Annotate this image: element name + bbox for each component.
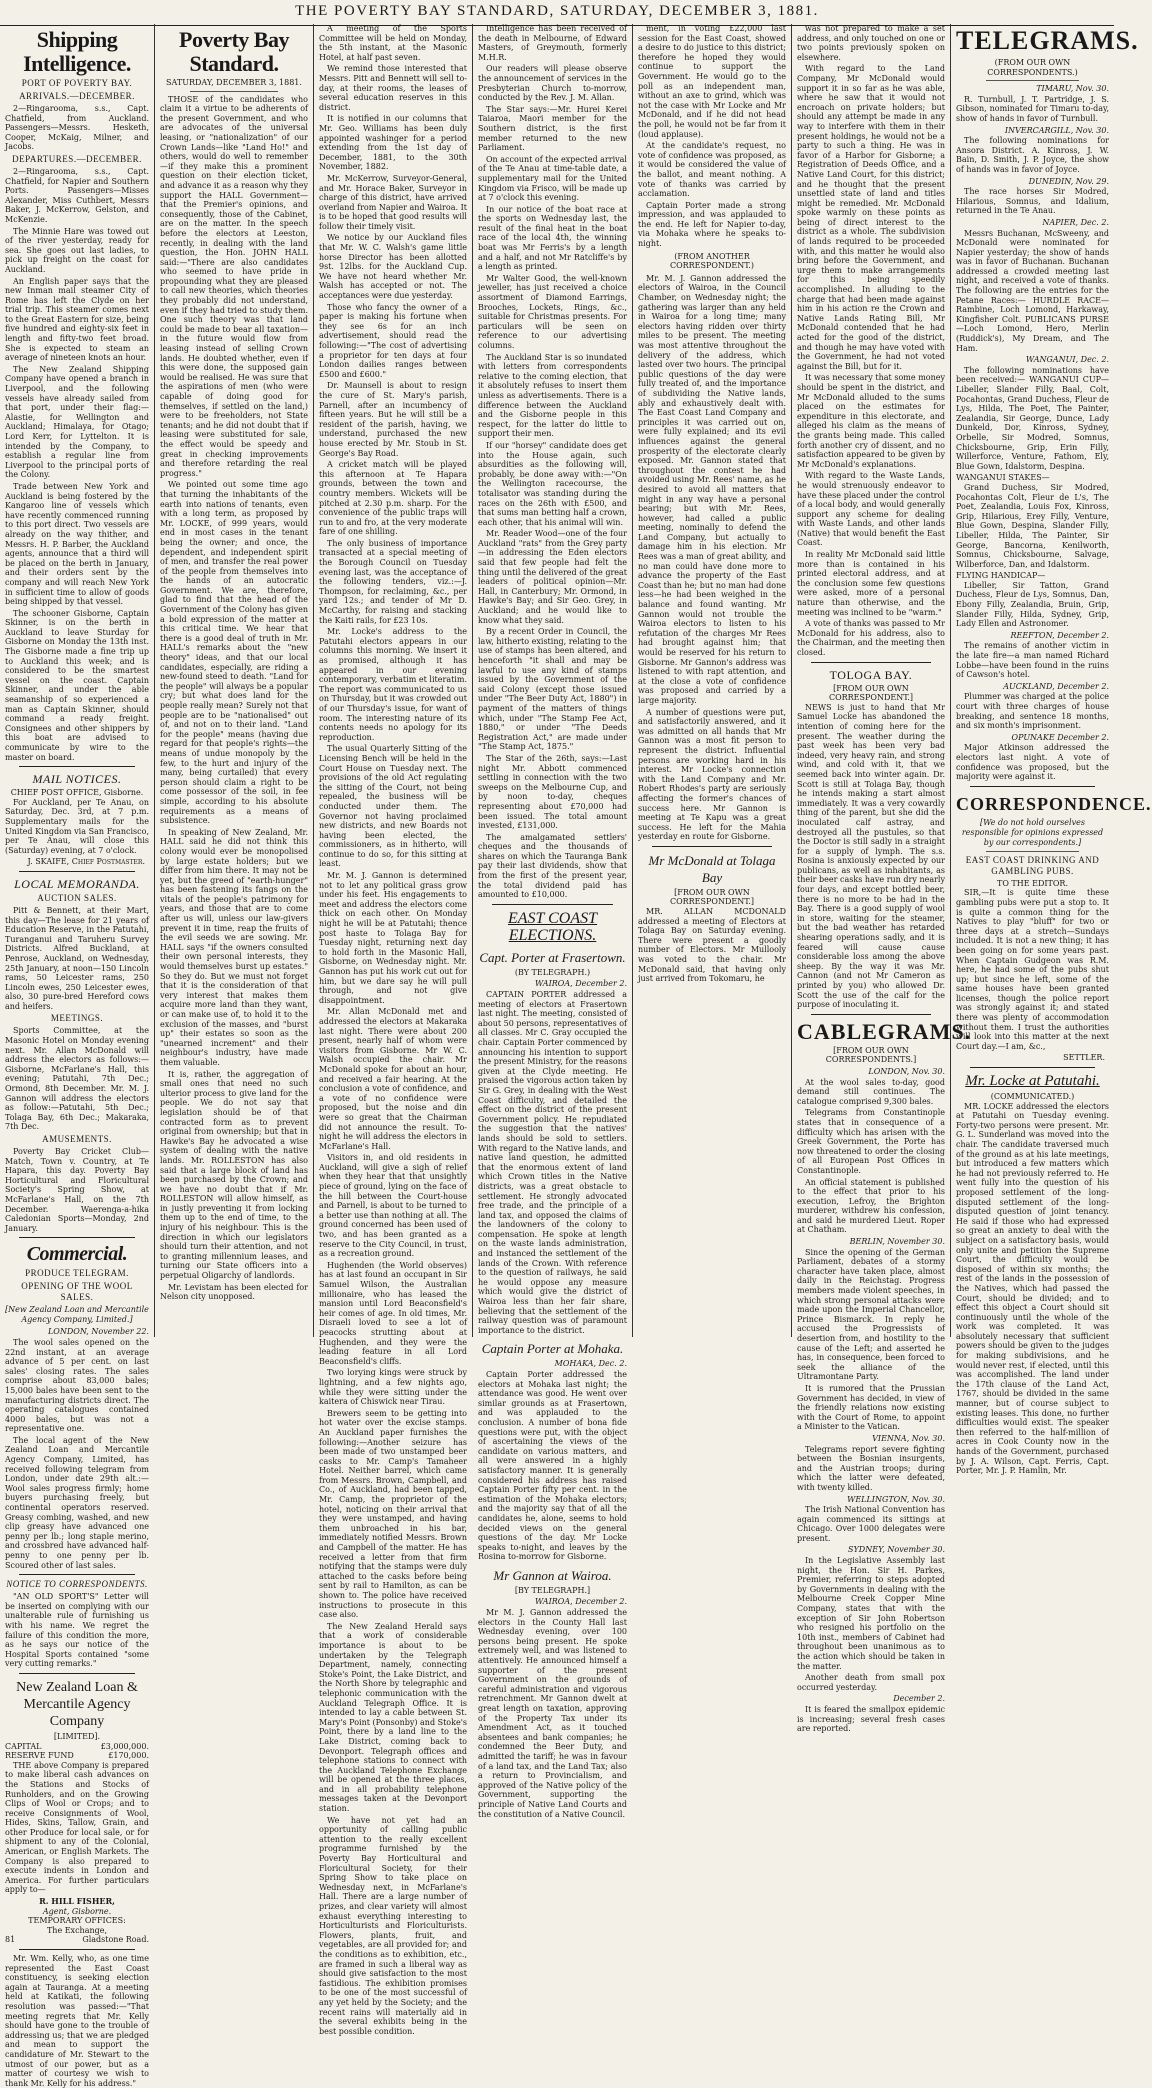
local-memoranda-title: LOCAL MEMORANDA. [14, 876, 140, 891]
cable-item: Telegrams report severe fighting between the Bosnian insurgents, and the Austrian troops; during which the latter were defeated, with twenty killed. [797, 1444, 945, 1492]
news-paragraph: In our notice of the boat race at the sports on Wednesday last, the result of the final heat in the boat race of the local 4th, the winning boat was Mr Ferris's by a length and a half, and not Mr Ratcliffe's by a length as printed. [478, 204, 627, 272]
locke-patutahi-title: Mr. Locke at Patutahi. [965, 1073, 1100, 1090]
news-paragraph: Mr Walter Good, the well-known jeweller, has just received a choice assortment of Diamond Earrings, Brooches, Lockets, Rings, &c., suitable for Christmas presents. For particulars will be seen on reference to our advertising columns. [478, 273, 627, 350]
by-telegraph: (BY TELEGRAPH.) [514, 967, 591, 977]
departures-title: DEPARTURES.—DECEMBER. [12, 153, 142, 164]
news-paragraph: ment, in voting £22,000 last session for the East Coast, showed a desire to do justice to this district; therefore he hoped they would continue to support the Government. He would go to the poll as an independent man, without an axe to grind, which was not the case with Mr Locke and Mr McDonald, and if he did not head the poll, he would not be far from it (loud applause). [638, 24, 786, 139]
news-paragraph: The only business of importance transacted at a special meeting of the Borough Council on Tuesday evening last, was the acceptance of the following tenders, viz.:—J. Thompson, for reclaiming, &c., per yard 12s.; and tender of Mr D. McCarthy, for raising and stacking the Kaiti rails, for £23 10s. [319, 538, 467, 625]
news-paragraph: Mr. Locke's address to the Patutahi electors appears in our columns this morning. We insert it as promised, although it has appeared in our evening contemporary, verbatim et literatim. The report was communicated to us on Thursday, but it was crowded out of our Thursday's issue, for want of room. The interesting nature of its contents needs no apology for its reproduction. [319, 627, 467, 742]
nzloan-limited: [LIMITED]. [53, 1731, 101, 1741]
arrivals-title: ARRIVALS.—DECEMBER. [19, 91, 135, 101]
reserve-label: RESERVE FUND [5, 1751, 74, 1761]
correspondence-note: [We do not hold ourselves responsible for opinions expressed by our correspondents.] [961, 817, 1104, 847]
news-paragraph: Visitors in, and old residents in Auckland, will give a sigh of relief when they hear that that unsightly piece of ground, lying on the face of the hill between the Court-house and Parnell, is about to be turned to a better use than nothing at all. The ground concerned has been used of two, and has been granted as a reserve to the City Council, in trust, as a recreation ground. [319, 1153, 467, 1259]
amusements-title: AMUSEMENTS. [42, 1134, 112, 1144]
cable-item: In the Legislative Assembly last night, the Hon. Sir H. Parkes, Premier, referring to steps adopted by Governments in dealing with the Melbourne Creek Copper Mine Company, states that with the exception of Sir John Robertson who resigned his portfolio on the 10th inst., members of Cabinet had throughout been unanimous as to the action which should be taken in the matter. [797, 1556, 945, 1671]
news-paragraph: The Star says:—Mr. Hurei Kerei Taiaroa, Maori member for the Southern district, is the first member returned to the new Parliament. [478, 104, 627, 153]
mail-office: CHIEF POST OFFICE, Gisborne. [10, 788, 144, 798]
meetings-title: MEETINGS. [50, 1013, 104, 1024]
news-paragraph: By a recent Order in Council, the law, hitherto existing, relating to the use of stamps has been altered, and henceforth "it shall and may be lawful to use any kind of stamps issued by the Government of the said Colony (except those issued under "The Beer Duty Act, 1880") in payment of the matters of things which, under "The Stamp Fee Act, 1880," or under "The Deeds Registration Act," are made under "The Stamp Act, 1875." [478, 627, 627, 752]
telegrams-title: TELEGRAMS. [956, 26, 1139, 55]
news-paragraph: At the candidate's request, no vote of confidence was proposed, as it would be considered the value of the ballot, and meant nothing. A vote of thanks was carried by acclamation. [638, 141, 786, 199]
column-1 [0, 24, 154, 2088]
departures-text: 2—Ringarooma, s.s., Capt. Chatfield, for Napier and Southern Ports. Passengers—Misses Alexander, Miss Cuthbert, Messrs Baker, J. McKerrow, Gelston, and McKenzie. [5, 166, 149, 224]
wool-sales-title: OPENING OF THE WOOL SALES. [21, 1281, 133, 1303]
reserve-value: £170,000. [108, 1751, 149, 1761]
letter-title: EAST COAST DRINKING AND GAMBLING PUBS. [965, 854, 1100, 876]
cable-dateline: December 2. [893, 1694, 945, 1704]
divider [190, 91, 278, 92]
from-own-correspondents: [FROM OUR OWN CORRESPONDENTS.] [825, 1045, 917, 1065]
telegram-place: REEFTON, December 2. [1010, 630, 1109, 640]
auction-text: Pitt & Bennett, at their Mart, this day—The lease for 21 years of Education Reserve, in the Patutahi, Turanganui and Taruheru Survey Districts. Alfred Buckland, at Penrose, Auckland, on Wednesday, 25th January, at noon—150 Lincoln rams, 50 Leicester rams, 250 Lincoln ewes, 250 Leicester ewes, also, 30 pure-bred Hereford cows and heifers. [5, 905, 149, 1011]
capital-value: £3,000,000. [100, 1741, 149, 1751]
divider [652, 846, 772, 847]
tologa-text: NEWS is just to hand that Mr Samuel Locke has abandoned the intention of coming here for the present. The weather during the past week has been very bad indeed, very heavy rain, and strong wind, and cold with it, that we seemed back into winter again. Dr. Scott is still at Tolaga Bay, though he intends making a start almost immediately. It was a very cowardly thing of the parent, but she did the inoculated calf astray, and destroyed all the pustules, so that the Doctor is still sadly in a straight for a supply of lymph. The s.s. Rosina is anxiously expected by our publicans, as well as inhabitants, as their beer casks have run dry nearly four days, and except bottled beer, there is no more to be had in the Bay. There is a good supply of wool in store, waiting for the steamer, but the bad weather has retarded shearing operations sadly, and it is feared will cause cause considerable loss among the above sheep. By the way it was Mr. Cannon (and not Mr Cameron as printed by you) who allowed Dr. Scott the use of the calf for the purpose of inoculating it. [797, 702, 945, 1010]
divider [986, 851, 1079, 852]
divider [19, 766, 135, 767]
letter-text: SIR,—It is quite time these gambling pubs were put a stop to. It is quite a common thing for the Natives to play "bluff" for two or three days at a stretch—Sundays included. It is not a new thing; it has been going on for some years past. When Captain Gudgeon was R.M. here, he had some of the pubs shut up; but since he left, some of the same houses have been granted licenses, though the police report was strongly against it; and stated there was plenty of accommodation without them. I trust the authorities will look into this matter at the next Court day.—I am, &c., [956, 888, 1109, 1051]
editorial-paragraph: Mr. Levistam has been elected for Nelson city unopposed. [160, 1282, 308, 1302]
correspondence-title: CORRESPONDENCE. [956, 793, 1152, 814]
gladstone-road: Gladstone Road. [82, 1935, 149, 1945]
editorial-paragraph: It is, rather, the aggregation of small ones that need no such ulterior process to give land for the people. We do not say that legislation should be of that contracted form as to prevent original from ownership; but that in Hawke's Bay he advocated a wise system of dealing with the native lands. Mr. ROLLESTON has also said that a large block of land has been purchased by the Crown; and we have no doubt that if Mr. ROLLESTON will allow himself, as in justly preventing it from locking them up to the end of time, to the injury of his neighbour. This is the direction in which our legislators should turn their attention, and not to granting millennium leases, and turning our State officers into a perpetual Oligarchy of landlords. [160, 1069, 308, 1281]
mcdonald-text: MR. ALLAN MCDONALD addressed a meeting of Electors at Tolaga Bay on Saturday evening. There were present a goodly number of Electors. Mr Mullooly was voted to the chair. Mr McDonald said, that having only just arrived from Tokomaru, he [638, 907, 786, 984]
gannon-text: Mr M. J. Gannon addressed the electors in the County Hall last Wednesday evening, over 100 persons being present. He spoke extremely well, and was listened to attentively. He announced himself a supporter of the present Government on the grounds of careful administration and vigorous retrenchment. Mr Gannon dwelt at great length on taxation, approving of the Property Tax under its Amendment Act, as it touched absentees and bank companies; he condemned the Beer Duty, and admitted the tariff; he was in favour of a land tax, and the Land Tax; also a return to Provincialism, and approved of the Native policy of the Government, supporting the principle of Native Land Courts and the constitution of a Native Council. [478, 1608, 627, 1819]
mail-notices-title: MAIL NOTICES. [32, 772, 122, 787]
news-paragraph: Mr. M. J. Gannon is determined not to let any political grass grow under his feet. His engagements to meet and address the electors come thick on each other. On Monday night he will be at Patutahi; thence post haste to Tolaga Bay for Tuesday night, returning next day to hold forth in the Masonic Hall, Gisborne, on Wednesday night. Mr. Gannon has put his work cut out for him, but we dare say he will pull through, and not give disappointment. [319, 871, 467, 1005]
cable-dateline: SYDNEY, November 30. [848, 1545, 945, 1555]
mohaka-dateline: MOHAKA, Dec. 2. [554, 1359, 627, 1369]
telegram-text: The following nominations have been received:— WANGANUI CUP—Libeller, Slander Filly, Baal, Colt, Pocahontas, Grand Duchess, Fleur de Lys, Hilda, The Poet, The Painter, Zealandia, Sir George, Dunce, Lady Dunkeld, Dor, Kinross, Sydney, Orbelle, Sir Modred, Somnus, Chicksbourne, Grip, Erin Filly, Willerforce, Venture, Fathom, Ely, Blue Gown, Idalstorm, Despina. [956, 365, 1109, 471]
column-2 [155, 24, 313, 1337]
cable-item: It is rumored that the Prussian Government has decided, in view of the friendly relations now existing with the Court of Rome, to appoint a Minister to the Vatican. [797, 1383, 945, 1432]
gannon-wairoa-text-2: A number of questions were put, and satisfactorily answered, and it was admitted on all hands that Mr Gannon was a most fit person to represent the district. Influential persons are working hard in his interest. Mr Locke's connection with the Land Company and Mr. Robert Rhodes's party are seriously affecting the former's chances of success here. Mr Gannon is meeting at Te Kapu was a great success. He left for the Mahia yesterday en route for Gisborne. [638, 707, 786, 842]
cablegrams-title: CABLEGRAMS. [797, 1018, 972, 1044]
news-paragraph: Hughenden (the World observes) has at last found an occupant in Sir Samuel Wilson, the Australian millionaire, who has leased the mansion until Lord Beaconsfield's heir comes of age. In old times, Mr. Disraeli loved to see a lot of peacocks strutting about at Hughenden, and they were the leading feature in all Lord Beaconsfield's cliffs. [319, 1260, 467, 1366]
news-paragraph: Mr. McKerrow, Surveyor-General, and Mr. Horace Baker, Surveyor in charge of this district, have arrived overland from Napier and Wairoa. It is to be hoped that good results will follow their timely visit. [319, 173, 467, 231]
port-title: PORT OF POVERTY BAY. [21, 78, 133, 88]
divider [970, 786, 1095, 787]
mail-text: For Auckland, per Te Anau, on Saturday, Dec. 3rd, at 7 p.m. Supplementary mails for the United Kingdom via San Francisco, per Te Anau, will close this (Saturday) evening, at 7 o'clock. [5, 797, 149, 855]
by-telegraph: [BY TELEGRAPH.] [514, 1585, 591, 1595]
news-paragraph: Captain Porter made a strong impression, and was applauded to the end. He left for Napier to-day, via Mohaka where he speaks to-night. [638, 200, 786, 249]
from-own-correspondent: [FROM OUR OWN CORRESPONDENT.] [669, 887, 755, 907]
news-paragraph: It was necessary that some money should be spent in the district, and Mr McDonald alluded to the sums placed on the estimates for expenditure in this electorate, and alleged his claim as the means of the grants being made. This called forth another cry of dissent, and no satisfaction appeared to be given by Mr McDonald's explanations. [797, 373, 945, 469]
nzloan-text: THE above Company is prepared to make liberal cash advances on the Stations and Stocks of Runholders, and on the Growing Clips of Wool or Crops; and to receive Consignments of Wool, Hides, Skins, Tallow, Grain, and other Produce for local sale, or for shipment to any of the Colonial, American, or English Markets. The Company is also prepared to execute indents in London and America. For further particulars apply to— [5, 1760, 149, 1895]
gladstone-row [5, 1935, 149, 1945]
from-own-correspondent: [FROM OUR OWN CORRESPONDENT.] [828, 683, 914, 703]
column-6 [792, 24, 972, 1734]
divider [492, 904, 613, 905]
news-paragraph: Mr. Reader Wood—one of the four Auckland "rats" from the Grey party—in addressing the Eden electors said that few people had felt the thing until the delivered of the great leaders of political opinion—Mr. Hall, in Canterbury; Mr. Ormond, in Hawke's Bay; and Sir Geo. Grey, in Auckland; and he would like to know what they said. [478, 529, 627, 625]
kelly-text: Mr. Wm. Kelly, who, as one time represented the East Coast constituency, is seeking election again at Tauranga. At a meeting held at Katikati, the following resolution was passed:—"That meeting regrets that Mr. Kelly should have gone to the trouble of addressing us; that we are pledged and mean to support the candidature of Mr. Stewart to the utmost of our power, but as a matter of courtesy we wish to thank Mr. Kelly for his address." [5, 1954, 149, 2088]
exchange: The Exchange, [46, 1925, 108, 1935]
capital-row [5, 1742, 149, 1752]
mcdonald-tolaga-title: Mr McDonald at Tolaga Bay [648, 852, 776, 885]
news-paragraph: Brewers seem to be getting into hot water over the excise stamps. An Auckland paper furnishes the following:—Another seizure has been made of two unstamped beer casks to Mr. Camp's Tamaheer Hotel. Neither barrel, which came from Messrs. Brown, Campbell, and Co., of Auckland, had been tapped, Mr. Camp, the proprietor of the hotel, noticing on their arrival that they were unstamped, and having them unbroached in his bar, immediately notified Messrs. Brown and Campbell of the matter. He has received a letter from that firm notifying that the stamps were duly attached to the casks before being sent by rail to Hamilton, as can be shown to. The police have received instructions to prosecute in this case also. [319, 1408, 467, 1620]
gladstone-number: 81 [5, 1935, 16, 1945]
mohaka-text: Captain Porter addressed the electors at Mohaka last night; the attendance was good. He went over similar grounds as at Frasertown, and was applauded to the conclusion. A number of bona fide questions were put, with the object of ascertaining the views of the candidate on various matters, and all were answered in a highly satisfactory manner. It is generally considered his address has raised Captain Porter fifty per cent. in the estimation of the Mohaka electors; and the majority say that of all the candidates he, alone, seems to hold decided views on the general questions of the day. Mr Locke speaks to-night, and leaves by the Rosina to-morrow for Gisborne. [478, 1370, 627, 1562]
telegram-place: OPUNAKE December 2. [1011, 732, 1109, 742]
amusements-text: Poverty Bay Cricket Club—Match, Town v. Country, at Te Hapara, this day. Poverty Bay Horticultural and Floricultural Society's Spring Show, at McFarlane's Hall, on the 7th December. Waerenga-a-hika Caledonian Sports—Monday, 2nd January. [5, 1147, 149, 1233]
gannon-wairoa-text: Mr. M. J. Gannon addressed the electors of Wairoa, in the Council Chamber, on Wednesday night; the gathering was larger than any held in Wairoa for a long time; many electors having ridden over thirty miles to be present. The meeting was most attentive throughout the delivery of the address, which lasted over two hours. The principal public questions of the day were fully treated of, and the importance of subdividing the Native lands, ably and exhaustively dealt with. The East Coast Land Company and principles it was carried out on, were fully explained; and its evil influences against the general prosperity of the electorate clearly exposed. Mr. Gannon stated that throughout the contest he had avoided using Mr. Rees' name, as he desired to avoid all matters that might in any way have a personal bearing; but with Mr. Rees, however, had called a public meeting, nominally to defend the Land Company, but actually to damage him in his election. Mr Rees was a man of great ability, and no man could have done more to advance the property of the East Coast than he; but no man had done less—he had been weighed in the balance and found wanting. Mr Gannon would not trouble the Wairoa electors to listen to his refutation of the charges Mr Rees had brought against him; that would be reserved for his return to Gisborne. Mr Gannon's address was listened to with rapt attention, and at the close a vote of confidence was proposed and carried by a large majority. [638, 273, 787, 705]
fisher-role: Agent, Gisborne. [42, 1906, 112, 1916]
news-paragraph: The New Zealand Herald says that a work of considerable importance is about to be undertaken by the Telegraph Department, namely, connecting Stoke's Point, the Lake District, and the North Shore by telegraphic and telephonic communication with the Auckland Telegraph Office. It is intended to lay a cable between St. Mary's Point (Ponsonby) and Stoke's Point, there by a land line to the Lake District, coming back to Devonport. Telegraph offices and telephone stations to connect with the Auckland Telephone Exchange will be opened at the three places, and in all probability telephone messages taken at the Devonport station. [319, 1621, 468, 1814]
cable-item: At the wool sales to-day, good demand still continues. The catalogue comprised 9,300 bales. [797, 1077, 945, 1106]
telegram-text: Messrs Buchanan, McSweeny, and McDonald were nominated for Napier yesterday; the show of hands was in favor of Buchanan. Buchanan addressed a crowded meeting last night, and received a vote of thanks. The following are the entries for the Petane Races:— HURDLE RACE—Rambine, Loch Lomond, Harkaway, Kingfisher Colt. PUBLICANS PURSE—Loch Lomond, Hero, Merlin (Ruddick's), My Dream, and The Ham. [956, 228, 1109, 353]
telegram-place: INVERCARGILL, Nov. 30. [1004, 125, 1109, 135]
arrivals-text: 2—Ringarooma, s.s., Capt. Chatfield, from Auckland. Passengers—Messrs. Hesketh, Cooper, McKaig, Milner, and Jacobs. [5, 104, 149, 152]
wool-dateline: LONDON, November 22. [47, 1327, 149, 1337]
news-paragraph: The usual Quarterly Sitting of the Licensing Bench will be held in the Court House on Tuesday next. The provisions of the old Act regulating the sitting of the Court, not being repealed, the business will be conducted under them. The Governor not having proclaimed new districts, and new Boards not having been elected, the commissioners, as in hitherto, will continue to do so, for this sitting at least. [319, 744, 467, 869]
news-paragraph: If our "horsey" candidate does get into the House again, such absurdities as the following will, probably, be done away with:—"On the Wellington racecourse, the totalisator was standing during the races on the 26th with £500, and that sums man betting half a crown, each other, that his animal will win. [478, 440, 627, 527]
wool-text: The wool sales opened on the 22nd instant, at an average advance of 5 per cent. on last sales' closing rates. The sales comprise about 83,000 bales; 15,000 bales have been sent to the manufacturing districts direct. The operating catalogues contained 4000 bales, but was not a representative one. [5, 1337, 149, 1434]
cable-item: Telegrams from Constantinople states that in consequence of a difficulty which has arisen with the Greek Government, the Porte has now threatened to order the closing of all European Post Offices in Constantinople. [797, 1108, 945, 1175]
divider [19, 1949, 135, 1950]
news-paragraph: Those who fancy the owner of a paper is making his fortune when they see 6s for an inch advertisement, should read the following:—"The cost of advertising a proprietor for ten days at four London dailies ranges between £500 and £600." [319, 302, 467, 379]
news-paragraph: The Auckland Star is so inundated with letters from correspondents relative to the coming election, that it absolutely refuses to insert them unless as advertisements. There is a difference between the Auckland and the Gisborne people in this respect, for the latter do little to support their men. [478, 352, 627, 439]
news-paragraph: Two lorying kings were struck by lightning, and a few nights ago, while they were sitting under the kaitera of Chiswick near Tirau. [319, 1368, 467, 1407]
shipping-news: The Minnie Hare was towed out of the river yesterday, ready for sea. She goes out last ladies, to pick up freight on the coast for Auckland. [5, 226, 149, 274]
news-paragraph: We have not yet had an opportunity of calling public attention to the really excellent programme furnished by the Poverty Bay Horticultural and Floricultural Society, for their Spring Show to take place on Wednesday next, in McFarlane's Hall. There are a large number of prizes, and clear variety will almost exhaust everything interesting to Horticulturists and Floriculturists. Flowers, plants, fruit, and vegetables, are all provided for; and the conditions as to exhibition, etc., are framed in such a liberal way as should give satisfaction to the most fastidious. The exhibition promises to be one of the most successful of any yet held by the Society; and the recent rains will materially aid in the several exhibits being in the best possible condition. [319, 1815, 467, 2036]
notice-title: NOTICE TO CORRESPONDENTS. [6, 1579, 148, 1590]
produce-telegram-title: PRODUCE TELEGRAM. [25, 1268, 129, 1279]
shipping-news: Trade between New York and Auckland is being fostered by the Kangaroo line of vessels which have recently commenced running to this port direct. Two vessels are already on the way thither, and Messrs. H. P. Barber, the Auckland agents, announce that a third will be placed on the berth in January, and their orders sent by the company and will reach New York in sufficient time to allow of goods being shipped by that vessel. [5, 481, 149, 607]
nzloan-title: New Zealand Loan & Mercantile Agency Company [16, 1679, 138, 1729]
cable-item: It is feared the smallpox epidemic is increasing; several fresh cases are reported. [797, 1704, 945, 1734]
porter-frasertown-title: Capt. Porter at Frasertown. [479, 949, 626, 965]
editorial-paragraph: In speaking of New Zealand, Mr. HALL said he did not think this colony would ever be monopolised by large estate holders; but we differ from him there. It may not be yet, but the greed of "earth-hunger" has been fastening its fangs on the vitals of the people's patrimony for years, and those that are to come after us will, unless our law-givers prevent it in time, reap the fruits of the evil seeds we are sowing. Mr. HALL says "if the owners consulted their own personal interests, they would themselves burst up estates." So they do. But we must not forget that it is the consideration of that very interest that makes them acquire more land than they want, or can make use of, to hold it to the exclusion of the masses, and "burst up" their estates so soon as the "unearned increment" and their neighbour's industry, have made them valuable. [160, 827, 308, 1067]
shipping-news: An English paper says that the new Inman mail steamer City of Rome has left the Clyde on her trial trip. This steamer comes next to the Great Eastern for size, being five hundred and eighty-six feet in length and fifty-two feet broad. She is expected to steam an average of nineteen knots an hour. [5, 276, 149, 363]
cable-item: Another death from small pox occurred yesterday. [797, 1673, 945, 1692]
news-paragraph: Intelligence has been received of the death in Melbourne, of Edward Masters, of Greymouth, formerly M.H.R. [478, 24, 627, 62]
news-paragraph: On account of the expected arrival of the Te Anau at time-table date, a supplementary mail for the United Kingdom via Frisco, will be made up at 7 o'clock this evening. [478, 154, 627, 203]
column-4 [473, 24, 632, 1819]
news-paragraph: Dr. Maunsell is about to resign the cure of St. Mary's parish, Parnell, after an incumbency of fifteen years. But he will still be a resident of the parish, having, we understand, purchased the new house erected by Mr. Stoub in St. George's Bay Road. [319, 381, 467, 458]
cable-dateline: VIENNA, Nov. 30. [872, 1433, 945, 1443]
divider [19, 1673, 135, 1674]
telegram-text: Plummer was charged at the police court with three charges of house breaking, and sentence 18 months, and six month's imprisonment. [956, 692, 1109, 731]
auction-title: AUCTION SALES. [37, 892, 117, 903]
masthead: THE POVERTY BAY STANDARD, SATURDAY, DECEMBER 3, 1881. [0, 0, 1114, 26]
commercial-heading: Commercial. [26, 1243, 128, 1266]
telegram-text: Libeller, Sir Tatton, Grand Duchess, Fleur de Lys, Somnus, Dan, Ebony Filly, Zealandia, Bruin, Grip, Slander Filly, Hilda, Sydney, Grip, Lady Ellen and Astronomer. [956, 580, 1109, 629]
telegram-place: FLYING HANDICAP— [956, 571, 1046, 581]
locke-text: MR. LOCKE addressed the electors at Patutahi on Tuesday evening. Forty-two persons were present. Mr. G. L. Sunderland was moved into the chair. The candidate traversed much of the ground as at his late meetings, but introduced a few matters which he had not previously referred to. He went fully into the question of his proposed settlement of the long-disputed settlement of the long-disputed question of joint tenancy. He said if those who had expressed so great an anxiety to deal with the subject on a satisfactory basis, would only unite and petition the Supreme Court, the difficulty would be disposed of within six months; the rest of the lands in the possession of the Natives, which had passed the Court, should be divided; and to effect this object a Court should sit continuously until the whole of the work was completed. It was absolutely necessary that sufficient powers should be given to the judges for making subdivisions, and he would never rest, if elected, until this was accomplished. The land under the 17th clause of the Land Act, 1767, should be divided in the same manner, but of course subject to existing leases. This done, no further difficulties would exist. The speaker then referred to the half-million of acres in Cook County now in the hands of the Government, purchased by J. A. Wilson, Capt. Ferris, Capt. Porter, Mr. J. P. Hamlin, Mr. [956, 1101, 1109, 1476]
letter-signature: SETTLER. [1063, 1053, 1105, 1063]
communicated: (COMMUNICATED.) [990, 1092, 1075, 1102]
telegram-place: DUNEDIN, Nov. 29. [1028, 176, 1109, 186]
news-paragraph: was not prepared to make a set address, and only touched on one or two points previously spoken on elsewhere. [797, 24, 945, 62]
divider [19, 871, 135, 872]
news-paragraph: The amalgamated settlers' cheques and the thousands of shares on which the Tauranga Bank pay their last dividends, show that from the first of the present year, the total dividend paid has amounted to £10,000. [478, 832, 627, 900]
meetings-text: Sports Committee, at the Masonic Hotel on Monday evening next. Mr. Allan McDonald will address the electors as follows:—Gisborne, McFarlane's Hall, this evening; Patutahi, 7th Dec.; Ormond, 8th December. Mr. M. J. Gannon will address the electors as follow:—Patutahi, 5th Dec.; Tolaga Bay, 6th Dec.; Makaraka, 7th Dec. [5, 1026, 149, 1132]
temporary-offices: TEMPORARY OFFICES: [28, 1916, 126, 1926]
news-paragraph: A vote of thanks was passed to Mr McDonald for his address, also to the Chairman, and the meeting then closed. [797, 619, 945, 657]
porter-mohaka-title: Captain Porter at Mohaka. [481, 1341, 624, 1357]
cable-dateline: BERLIN, November 30. [849, 1237, 945, 1247]
telegram-text: The remains of another victim in the late fire—a man named Richard Lobbe—have been found in the ruins of Cawson's hotel. [956, 641, 1109, 680]
tologa-bay-title: TOLOGA BAY. [829, 667, 913, 682]
telegram-text: Major Atkinson addressed the electors last night. A vote of confidence was proposed, but the majority were against it. [956, 743, 1109, 782]
east-coast-elections-title: EAST COAST ELECTIONS. [507, 909, 598, 944]
news-paragraph: In reality Mr McDonald said little more than is contained in his printed electoral address, and at the conclusion some few questions were asked, more of a personal nature than otherwise, and the meeting was inclined to be "warm." [797, 550, 945, 617]
telegram-text: The following nominations for Ansora District. A. Kinross, J. W. Bain, D. Smith, J. P. Joyce, the show of hands was in favor of Joyce. [956, 136, 1109, 174]
notice-text: "AN OLD SPORT'S" Letter will be inserted on complying with our unalterable rule of furnishing us with his name. We regret the failure of this condition the more, as he says our notice of the Hospital Sports contained "some very cutting remarks." [5, 1592, 149, 1669]
telegram-place: TIMARU, Nov. 30. [1036, 84, 1109, 94]
gannon-wairoa-title: Mr Gannon at Wairoa. [493, 1567, 612, 1583]
editorial-date: SATURDAY, DECEMBER 3, 1881. [166, 78, 302, 87]
telegram-place: AUCKLAND, December 2. [1003, 681, 1109, 691]
cable-item: The Irish National Convention has again commenced its sittings at Chicago. Over 1000 delegates were present. [797, 1505, 945, 1543]
news-paragraph: It is notified in our columns that Mr. Geo. Williams has been duly appointed washinger for a period extending from the 1st day of December, 1881, to the 30th November, 1882. [319, 114, 467, 172]
wairoa-dateline: WAIROA, December 2. [534, 979, 627, 989]
news-paragraph: A meeting of the Sports Committee will be held on Monday, the 5th instant, at the Masonic Hotel, at half past seven. [319, 24, 467, 62]
from-another-correspondent: (FROM ANOTHER CORRESPONDENT.) [669, 251, 755, 271]
divider [811, 1014, 931, 1015]
news-paragraph: We remind those interested that Messrs. Pitt and Bennett will sell to-day, at their rooms, the leases of several education reserves in this district. [319, 64, 467, 112]
telegram-text: The race horses Sir Modred, Hilarious, Somnus, and Idalium, returned in the Te Anau. [956, 187, 1109, 216]
news-paragraph: Our readers will please observe the announcement of services in the Presbyterian Church to-morrow, conducted by the Rev. J. M. Allan. [478, 64, 627, 103]
news-paragraph: A cricket match will be played this afternoon at Te Hapara grounds, between the town and country members. Wickets will be pitched at 2.30 p.m. sharp. For the convenience of the public traps will run to and fro, at the very moderate fare of one shilling. [319, 460, 467, 537]
mail-signature: J. SKAIFE, Chief Postmaster. [27, 857, 145, 867]
news-paragraph: Mr. Allan McDonald met and addressed the electors at Makaraka last night. There were about 200 present, nearly half of whom were visitors from Gisborne. Mr W. C. Walsh occupied the chair. Mr McDonald spoke for about an hour, and received a fair hearing. At the conclusion a vote of confidence, and a vote of no confidence were proposed, but the noise and din were so great that the Chairman did not announce the result. To-night he will address the electors in McFarlane's Hall. [319, 1007, 467, 1151]
capital-label: CAPITAL [5, 1741, 42, 1751]
telegram-text: Grand Duchess, Sir Modred, Pocahontas Colt, Fleur de L's, The Poet, Zealandia, Louis Fox, Kinross, Grip, Hilarious, Erey Filly, Venture, Blue Gown, Despina, Slander Filly, Libeller, Hilda, The Painter, Sir George, Bancorna, Kenilworth, Somnus, Chicksbourne, Salvage, Wilberforce, Dan, and Idalstorm. [956, 482, 1109, 569]
telegram-text: R. Turnbull, J. T. Partridge, J. S. Gibson, nominated for Timaru to-day, show of hands in favor of Turnbull. [956, 94, 1109, 123]
shipping-news: The schooner Gisborne, Captain Skinner, is on the berth in Auckland to leave Sturday for Gisborne on Monday the 13th inst. The Gisborne made a fine trip up to Auckland this week; and is considered to be the smartest vessel on the coast. Captain Skinner, and under the able seamanship of so experienced a man as Captain Skinner, should command a ready freight. Consignees and other shippers by this boat are advised to communicate by wire to the master on board. [5, 608, 149, 762]
shipping-heading: Shipping Intelligence. [23, 27, 131, 76]
frasertown-text: CAPTAIN PORTER addressed a meeting of electors at Frasertown last night. The meeting, consisted of about 50 persons, representatives of all classes. Mr C. Gray occupied the chair. Captain Porter commenced by announcing his intention to support the present Ministry, for the reasons given at the Clyde meeting. He praised the vigorous action taken by Sir G. Grey, in dealing with the West Coast difficulty, and detailed the effect on the district of the present Government policy. He repudiated the suggestion that the natives' lands should be sold to settlers. With regard to the Native lands, and native land question, he admitted that the enormous extent of land which Crown titles in the Native districts, was a great obstacle to settlement. He strongly advocated free trade, and the principle of a land tax, and opposed the claims of the landowners of the colony to compensation. He spoke at length on the waste lands administration, and instanced the settlement of the lands of the Crown. With reference to the question of railways, he said he would oppose any measure which would give the district of Wairoa less than her fair share, believing that the settlement of the railway question was of paramount importance to the district. [478, 990, 627, 1335]
news-paragraph: We notice by our Auckland files that Mr. W. C. Walsh's game little horse Director has been allotted 9st. 12lbs. for the Auckland Cup. We have not heard whether Mr. Walsh has accepted or not. The acceptances were due yesterday. [319, 233, 467, 301]
column-7 [951, 24, 1152, 1476]
reserve-row [5, 1751, 149, 1761]
cable-dateline: LONDON, Nov. 30. [868, 1066, 945, 1076]
telegram-place: WANGANUI, Dec. 2. [1025, 355, 1109, 365]
editorial-paragraph: We pointed out some time ago that turning the inhabitants of the earth into nations of tenants, even with a long term, as proposed by Mr. LOCKE, of 999 years, would end in most cases in the tenant being the owner; and once, the dependent, and independent spirit of men, and transfer the real power of the people from themselves into the hands of an autocratic Government. We are, therefore, glad to find that the head of the Government of the Colony has given a bold expression of the matter at this critical time. We hear that there is a good deal of truth in Mr. HALL's remarks about the "new theory" ideas, and that our local candidates, especially, are riding a new-found steed to death. "Land for the people" will always be a popular cry; but what does land for the people really mean? Surely not that people are to be "nationalised" out of, and not on to their land. "Land for the people" means (having due regard for that people's rights—the means of undue monopoly by the few, to the hurt and injury of the many, being curtailed) that every person should claim a right to be come possessor of the soil, in fee simple, according to his absolute requirements as a means of subsistence. [160, 480, 308, 826]
cable-dateline: WELLINGTON, Nov. 30. [847, 1494, 945, 1504]
telegram-place: NAPIER, Dec. 2. [1042, 217, 1109, 227]
wairoa-dateline: WAIROA, December 2. [534, 1597, 627, 1607]
column-3 [314, 24, 472, 2036]
divider [986, 80, 1079, 81]
divider [970, 1067, 1095, 1068]
standard-heading: Poverty Bay Standard. [179, 27, 289, 76]
divider [19, 1237, 135, 1238]
cable-item: Since the opening of the German Parliament, debates of a stormy character have taken place, almost daily in the Reichstag. Progress members made violent speeches, in which strong personal attacks were made upon the Imperial Chancellor, Prince Bismarck. In reply he accused the Progressists of desertion from, and hostility to the cause of the Left; and asserted he has, in consequence, been forced to seek the alliance of the Ultramontane Party. [797, 1247, 945, 1382]
news-paragraph: With regard to the Land Company, Mr McDonald would support it in so far as he was able, where he saw that it would not encroach on private holders; but should any attempt be made in any way to interfere with them in their present holdings, he would not be a party to such a thing. He was in favor of a Harbor for Gisborne; a Registration of Deeds Office, and a Native Land Court, for this district; and he thought that the present unsettled state of land and titles might be remedied. Mr. McDonald spoke warmly on these points as being of direct interest to the district as a whole. The subdivision of lands required to be proceeded with, and this matter he would also bring before the Government, and urge them to make arrangements for this being speedily accomplished. In alluding to the charge that had been made against him in his action re the Crown and Native Lands Rating Bill, Mr McDonald contended that he had acted for the good of the district, and though he may have voted with the Government, he had not voted against the Bill, but for it. [797, 64, 945, 371]
news-paragraph: With regard to the Waste Lands, he would strenuously endeavor to have these placed under the control of a local body, and would generally support any scheme for dealing with Waste Lands, and other lands (Native) that would benefit the East Coast. [797, 471, 945, 548]
shipping-news: The New Zealand Shipping Company have opened a branch in Liverpool, and the following vessels have already sailed from that port, under their flag:—Alastie, for Wellington and Auckland; Himalaya, for Otago; Lord Kerr, for Lyttelton. It is intended by the Company, to establish a regular line from Liverpool to the principal ports of the Colony. [5, 364, 149, 480]
wool-sales-source: [New Zealand Loan and Mercantile Agency Company, Limited.] [5, 1305, 149, 1325]
editorial-paragraph: THOSE of the candidates who claim it a virtue to be adherents of the present Government, and who are advocates of the universal leasing, or "nationalization" of our Crown Lands—like "Land Ho!" and others, would do well to remember—if they make this a prominent question on their election ticket, and advance it as a reason why they support the HALL Government—that the Premier's opinions, and consequently, those of the Cabinet, are on the matter. In the speech before the electors at Leeston, recently, in dealing with the land question, the Hon. JOHN HALL said:—"There are also candidates who seemed to have pride in propounding what they are pleased to call new theories, which theories they probably did not understand, even if they had tried to study them. One such theory was that land could be made to bear all taxation—in the future would flow from leasing instead of selling Crown lands. He doubted whether, even if this were done, the supposed gain would be realised. He was sure that the aspirations of men (who were capable of doing good for themselves, if settled on the land,) were to be freeholders, not State tenants; and he did not doubt that if leasing were substituted for sale, the effect would be speedy and great in checking improvements and therefore retarding the real progress." [160, 94, 308, 478]
divider [19, 1574, 135, 1575]
cable-item: An official statement is published to the effect that prior to his execution, Lefroy, the Brighton murderer, withdrew his confession, and said he murdered Lieut. Roper at Chatham. [797, 1177, 945, 1235]
letter-to-editor: TO THE EDITOR. [996, 878, 1068, 888]
telegram-place: WANGANUI STAKES— [956, 473, 1050, 483]
column-5 [633, 24, 791, 1337]
divider [811, 662, 931, 663]
wool-text-2: The local agent of the New Zealand Loan and Mercantile Agency Company, Limited, has received following telegram from London, under date 29th alt.:—Wool sales progress firmly; home buyers purchasing freely, but continental operators reserved. Greasy combing, washed, and new clip greasy have advanced one penny per lb.; long staple merino, and crossbred have advanced half-penny to one penny per lb. Scoured other of last sales. [5, 1435, 149, 1570]
news-paragraph: The Star of the 26th, says:—Last night Mr. Abbott commenced settling in connection with the two sweeps on the Melbourne Cup, and by noon to-day, cheques representing about £70,000 had been issued. The total amount invested, £131,000. [478, 753, 627, 831]
from-own-correspondents: (FROM OUR OWN CORRESPONDENTS.) [987, 58, 1078, 77]
fisher-name: R. HILL FISHER, [39, 1896, 115, 1907]
